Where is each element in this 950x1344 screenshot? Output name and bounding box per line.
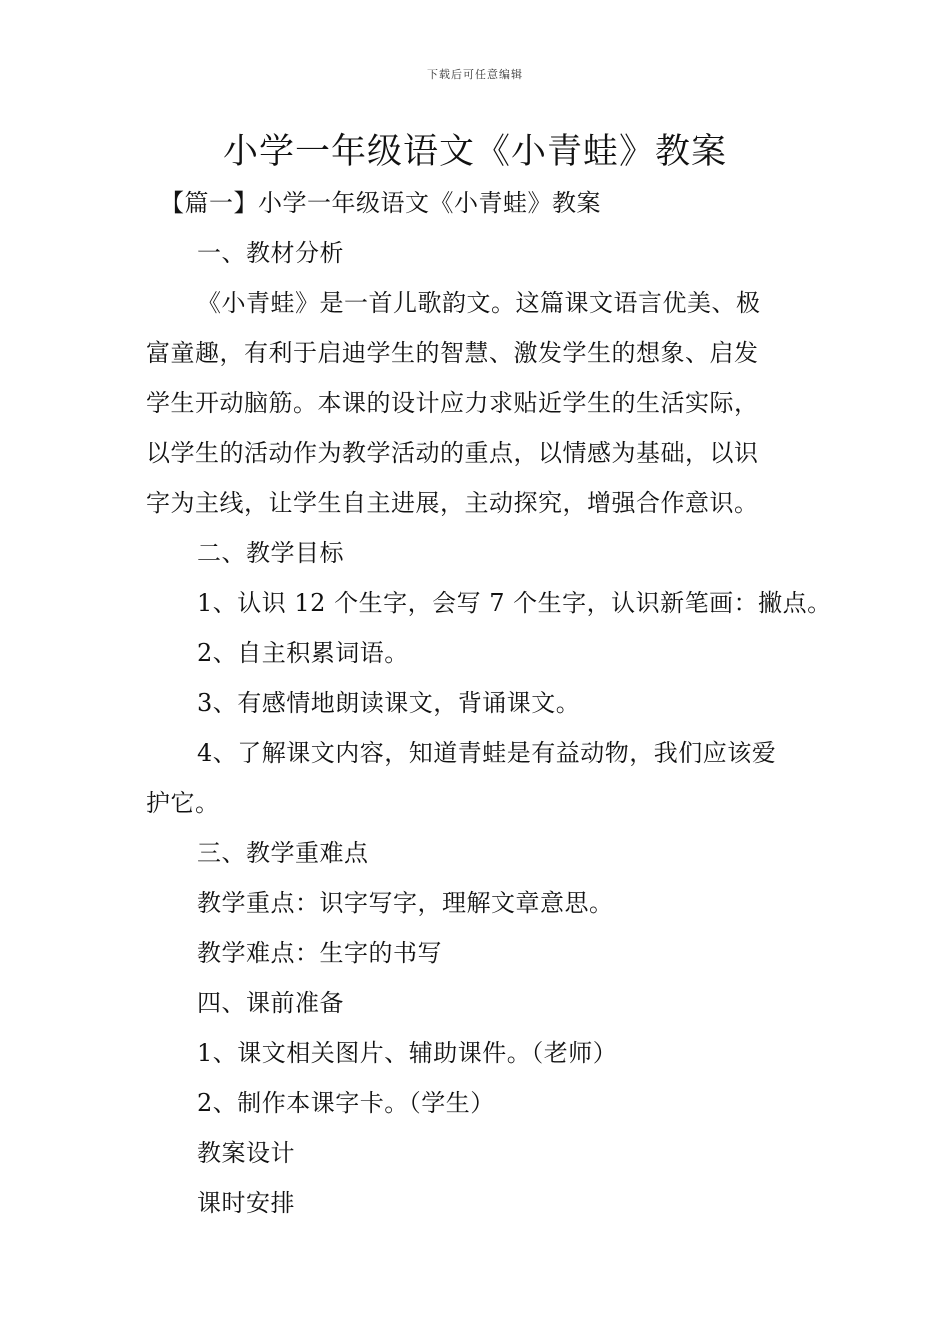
goal-item: 1、认识 12 个生字，会写 7 个生字，认识新笔画：撇点。 — [197, 589, 832, 617]
difficult-point-item: 教学难点：生字的书写 — [197, 939, 442, 967]
heading-textbook-analysis: 一、教材分析 — [197, 239, 344, 267]
document-body — [146, 178, 832, 1228]
preparation-item: 2、制作本课字卡。（学生） — [197, 1089, 495, 1117]
paragraph-line: 《小青蛙》是一首儿歌韵文。这篇课文语言优美、极 — [197, 289, 761, 317]
paragraph-line: 以学生的活动作为教学活动的重点，以情感为基础，以识 — [146, 439, 759, 467]
goal-item: 4、了解课文内容，知道青蛙是有益动物，我们应该爱 — [197, 739, 777, 767]
goal-item-continuation: 护它。 — [146, 789, 220, 817]
header-note: 下载后可任意编辑 — [427, 68, 523, 81]
goal-item: 3、有感情地朗读课文，背诵课文。 — [197, 689, 581, 717]
section-heading-part1: 【篇一】小学一年级语文《小青蛙》教案 — [160, 189, 601, 217]
heading-teaching-goals: 二、教学目标 — [197, 539, 344, 567]
document-title: 小学一年级语文《小青蛙》教案 — [222, 132, 727, 172]
paragraph-line: 学生开动脑筋。本课的设计应力求贴近学生的生活实际， — [146, 389, 759, 417]
paragraph-line: 富童趣，有利于启迪学生的智慧、激发学生的想象、启发 — [146, 339, 759, 367]
key-point-item: 教学重点：识字写字，理解文章意思。 — [197, 889, 614, 917]
heading-schedule: 课时安排 — [197, 1189, 295, 1217]
goal-item: 2、自主积累词语。 — [197, 639, 409, 667]
preparation-item: 1、课文相关图片、辅助课件。（老师） — [197, 1039, 618, 1067]
heading-key-points: 三、教学重难点 — [197, 839, 369, 867]
heading-lesson-design: 教案设计 — [197, 1139, 295, 1167]
paragraph-line: 字为主线，让学生自主进展，主动探究，增强合作意识。 — [146, 489, 759, 517]
heading-preparation: 四、课前准备 — [197, 989, 344, 1017]
